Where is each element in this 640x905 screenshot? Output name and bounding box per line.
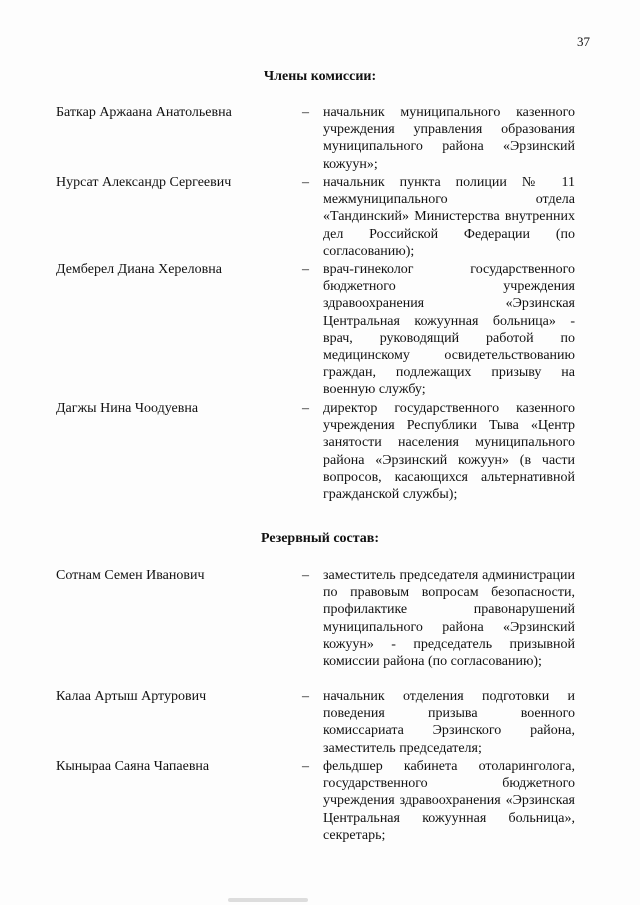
page-number: 37	[577, 34, 590, 49]
member-name: Баткар Аржаана Анатольевна	[56, 105, 232, 120]
member-position: начальник муниципального казенного учреждения управления образования муниципального района «Эрзинский кожуун»;	[323, 105, 575, 172]
section-title-members: Члены комиссии:	[263, 69, 377, 84]
section-title-reserve: Резервный состав:	[260, 531, 380, 546]
dash: –	[302, 105, 309, 120]
member-position: фельдшер кабинета отоларинголога, государственного бюджетного учреждения здравоохранения «Эрзинская Центральная кожуунная больница», секретарь;	[323, 759, 575, 843]
dash: –	[302, 262, 309, 277]
member-name: Дагжы Нина Чоодуевна	[56, 401, 199, 416]
member-position: директор государственного казенного учреждения Республики Тыва «Центр занятости населения муниципального района «Эрзинский кожуун» (в части вопросов, касающихся альтернативной гражданской службы);	[323, 401, 575, 503]
member-name: Демберел Диана Хереловна	[56, 262, 222, 277]
member-name: Сотнам Семен Иванович	[56, 568, 205, 583]
member-position: врач-гинеколог государственного бюджетного учреждения здравоохранения «Эрзинская Центральная кожуунная больница» - врач, руководящий работой по медицинскому освидетельствованию граждан, подлежащих призыву на военную службу;	[323, 262, 575, 398]
dash: –	[302, 175, 309, 190]
member-position: начальник пункта полиции № 11 межмуниципального отдела «Тандинский» Министерства внутренних дел Российской Федерации (по согласованию);	[323, 175, 575, 259]
dash: –	[302, 689, 309, 704]
dash: –	[302, 401, 309, 416]
scan-smudge	[228, 898, 308, 902]
member-name: Кынырaa Саяна Чапаевна	[56, 759, 210, 774]
dash: –	[302, 568, 309, 583]
member-name: Нурсат Александр Сергеевич	[56, 175, 232, 190]
dash: –	[302, 759, 309, 774]
member-position: заместитель председателя администрации по правовым вопросам безопасности, профилактике правонарушений муниципального района «Эрзинский кожуун» - председатель призывной комиссии района (по согласованию);	[323, 568, 575, 670]
member-position: начальник отделения подготовки и поведения призыва военного комиссариата Эрзинского района, заместитель председателя;	[323, 689, 575, 756]
member-name: Калаа Артыш Артурович	[56, 689, 207, 704]
